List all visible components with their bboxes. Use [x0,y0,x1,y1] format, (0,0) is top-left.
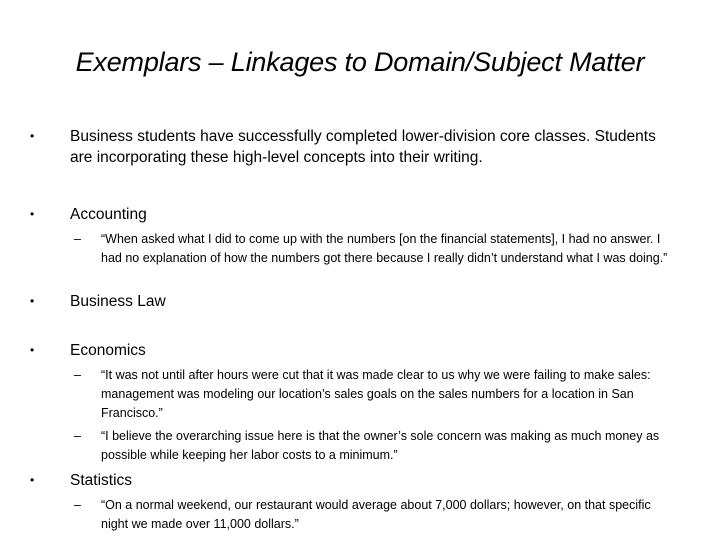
dash-icon: – [74,368,81,382]
bullet-text: Economics [70,342,146,359]
bullet-icon: • [30,294,35,308]
bullet-text: Statistics [70,472,133,489]
bullet-icon: • [30,473,35,487]
dash-icon: – [74,498,81,512]
dash-icon: – [74,429,81,443]
quote-text: “It was not until after hours were cut that it was made clear to us why we were failing to make sales: management was modeling our location’s sales goals on the sales numbers for a location in San Francisco.” [101,368,651,420]
bullet-icon: • [30,129,35,143]
bullet-text: Business students have successfully completed lower-division core classes. Students are incorporating these high-level concepts into their writing. [70,128,656,166]
bullet-icon: • [30,343,35,357]
bullet-text: Accounting [70,206,147,223]
dash-icon: – [74,232,81,246]
quote-text: “I believe the overarching issue here is that the owner’s sole concern was making as much money as possible while keeping her labor costs to a minimum.” [101,429,660,462]
bullet-icon: • [30,207,35,221]
quote-text: “On a normal weekend, our restaurant would average about 7,000 dollars; however, on that specific night we made over 11,000 dollars.” [101,498,651,531]
bullet-text: Business Law [70,293,166,310]
slide-title: Exemplars – Linkages to Domain/Subject Matter [75,47,645,77]
quote-text: “When asked what I did to come up with the numbers [on the financial statements], I had no answer. I had no explanation of how the numbers got there because I really didn’t understand what I was doing.” [101,232,668,265]
